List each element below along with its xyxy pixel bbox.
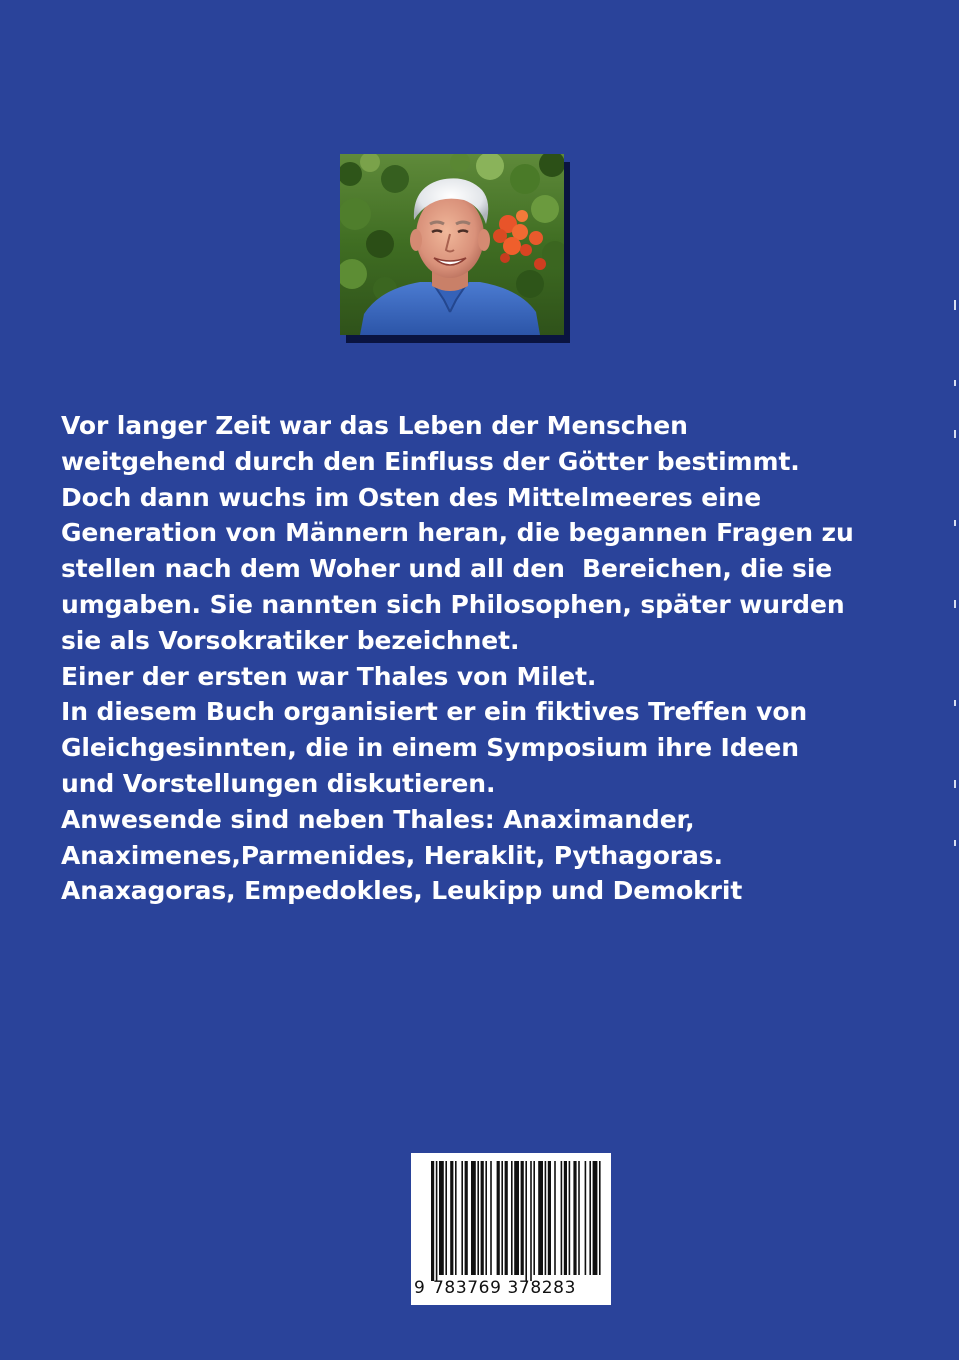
barcode-bar [501, 1161, 503, 1275]
blurb-line: stellen nach dem Woher und all den Bereichen, die sie [61, 554, 833, 584]
barcode-bar [593, 1161, 598, 1275]
barcode-bar [578, 1161, 580, 1275]
blurb-line: weitgehend durch den Einfluss der Götter bestimmt. [61, 446, 800, 476]
barcode-bar [514, 1161, 519, 1275]
barcode-icon [411, 1153, 611, 1281]
isbn-digits: 783769 378283 [433, 1278, 576, 1298]
barcode-bar [455, 1161, 457, 1275]
edge-trim-marks [950, 0, 959, 1360]
isbn-barcode [411, 1153, 611, 1305]
blurb-line: Anaxagoras, Empedokles, Leukipp und Demokrit [61, 876, 743, 906]
blurb-line: Einer der ersten war Thales von Milet. [61, 661, 597, 691]
barcode-bar [436, 1161, 438, 1281]
barcode-bar [525, 1161, 527, 1281]
blurb-line: umgaben. Sie nannten sich Philosophen, später wurden [61, 589, 845, 619]
barcode-bar [589, 1161, 591, 1275]
back-cover-blurb [61, 408, 921, 909]
barcode-bar [431, 1161, 434, 1281]
barcode-bar [511, 1161, 513, 1275]
blurb-line: Vor langer Zeit war das Leben der Menschen [61, 411, 688, 440]
barcode-bar [485, 1161, 487, 1275]
barcode-bar [521, 1161, 524, 1275]
blurb-line: Gleichgesinnten, die in einem Symposium ihre Ideen [61, 733, 799, 763]
barcode-bar [450, 1161, 453, 1275]
barcode-bar [599, 1161, 601, 1275]
author-photo-frame [340, 154, 564, 335]
barcode-bar [564, 1161, 567, 1275]
barcode-bar [530, 1161, 532, 1281]
barcode-bar [465, 1161, 468, 1275]
barcode-bar [445, 1161, 447, 1275]
barcode-bar [561, 1161, 563, 1275]
barcode-bar [439, 1161, 444, 1275]
barcode-bar [471, 1161, 476, 1275]
blurb-line: Doch dann wuchs im Osten des Mittelmeeres eine [61, 482, 762, 512]
barcode-bar [505, 1161, 508, 1275]
barcode-bar [554, 1161, 556, 1275]
isbn-lead-digit: 9 [414, 1278, 425, 1298]
blurb-line: In diesem Buch organisiert er ein fiktives Treffen von [61, 697, 808, 727]
blurb-line: sie als Vorsokratiker bezeichnet. [61, 625, 520, 655]
barcode-bar [477, 1161, 479, 1275]
barcode-bar [538, 1161, 543, 1275]
barcode-bar [533, 1161, 535, 1275]
author-portrait-photo [340, 154, 564, 335]
barcode-bar [481, 1161, 484, 1275]
barcode-bar [548, 1161, 551, 1275]
barcode-bar [545, 1161, 547, 1275]
barcode-bar [573, 1161, 576, 1275]
blurb-line: Anwesende sind neben Thales: Anaximander, [61, 804, 695, 834]
blurb-line: Anaximenes,Parmenides, Heraklit, Pythagoras. [61, 840, 723, 870]
barcode-bar [569, 1161, 571, 1275]
blurb-line: und Vorstellungen diskutieren. [61, 768, 496, 798]
barcode-bar [490, 1161, 492, 1275]
barcode-bar [585, 1161, 587, 1275]
barcode-bar [461, 1161, 463, 1275]
blurb-line: Generation von Männern heran, die begannen Fragen zu [61, 518, 854, 548]
isbn-number [411, 1278, 611, 1300]
barcode-bar [497, 1161, 500, 1275]
